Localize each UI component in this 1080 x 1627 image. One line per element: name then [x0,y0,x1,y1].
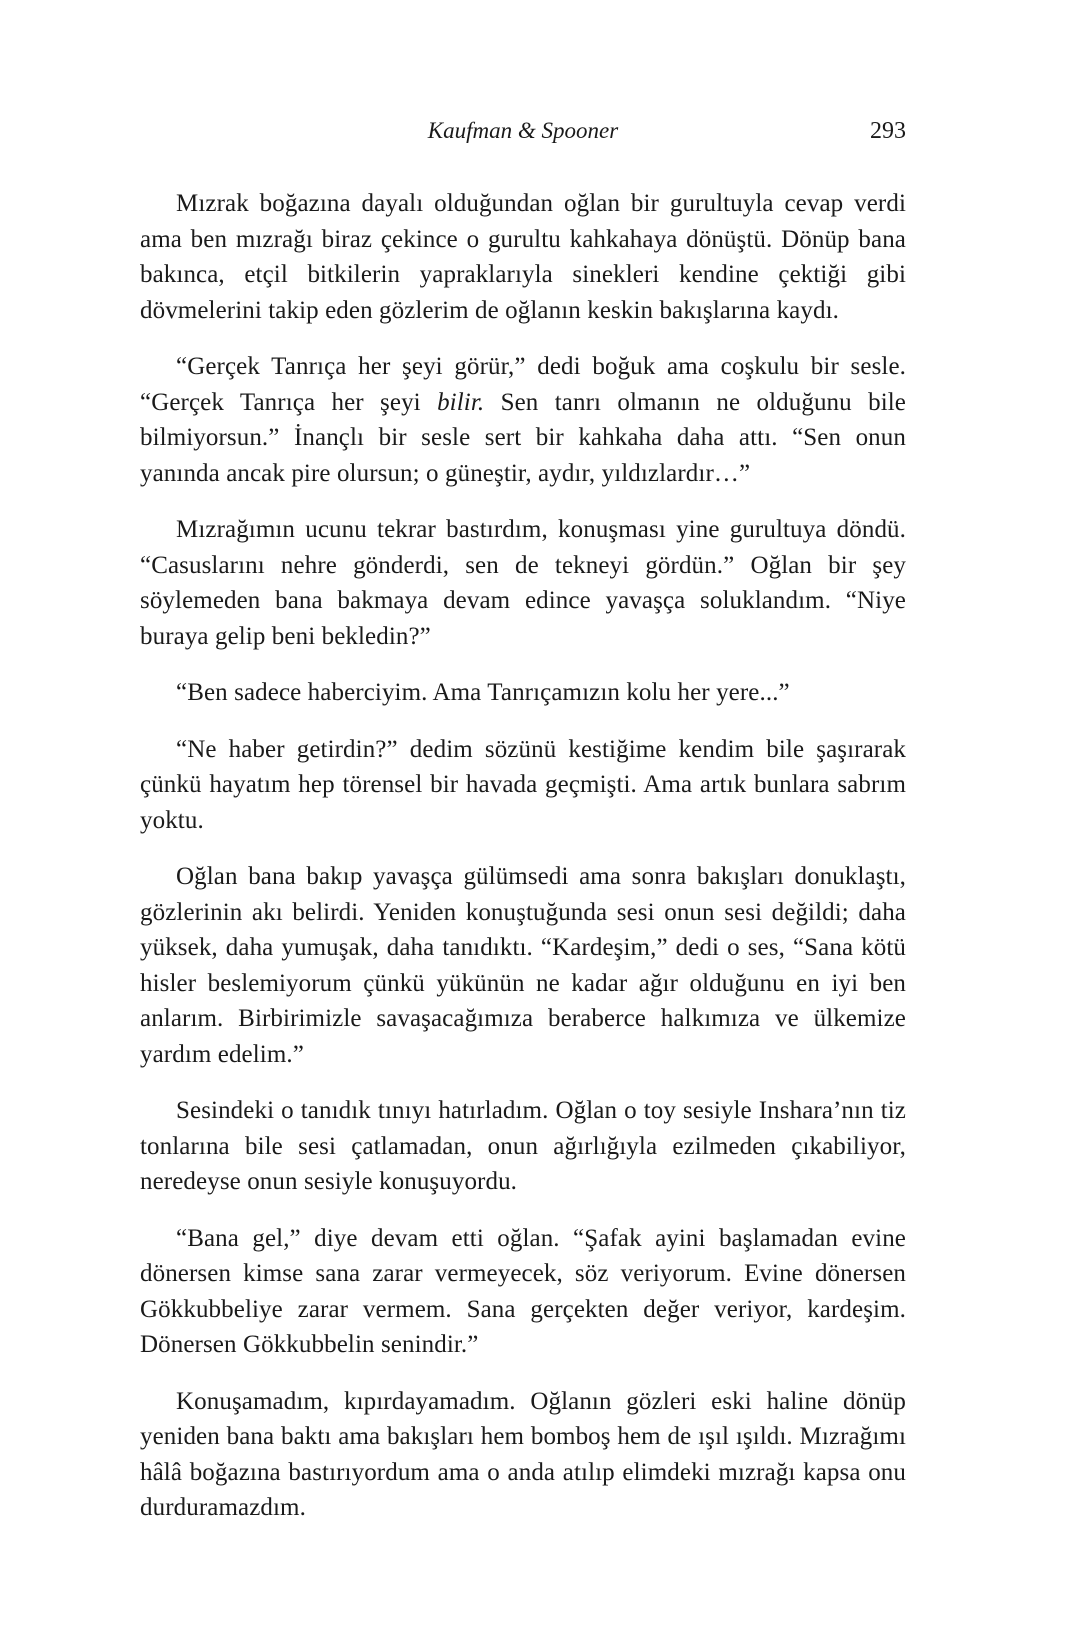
paragraph: “Ne haber getirdin?” dedim sözünü kestiğime kendim bile şaşırarak çünkü hayatım hep törensel bir havada geçmişti. Ama artık bunlara sabrım yoktu. [140,735,906,834]
paragraph: Mızrağımın ucunu tekrar bastırdım, konuşması yine gurultuya döndü. “Casuslarını nehre gönderdi, sen de tekneyi gördün.” Oğlan bir şey söylemeden bana bakmaya devam edince yavaşça soluklandım. “Niye buraya gelip beni bekledin?” [140,516,906,650]
paragraph: Mızrak boğazına dayalı olduğundan oğlan bir gurultuyla cevap verdi ama ben mızrağı biraz çekince o gurultu kahkahaya dönüştü. Dönüp bana bakınca, etçil bitkilerin yapraklarıyla sinekleri kendine çektiği gibi dövmelerini takip eden gözlerim de oğlanın keskin bakışlarına kaydı. [140,190,906,324]
body-text [140,186,906,1547]
paragraph: Oğlan bana bakıp yavaşça gülümsedi ama sonra bakışları donuklaştı, gözlerinin akı belirdi. Yeniden konuştuğunda sesi onun sesi değildi; daha yüksek, daha yumuşak, daha tanıdıktı. “Kardeşim,” dedi o ses, “Sana kötü hisler beslemiyorum çünkü yükünün ne kadar ağır olduğunu en iyi ben anlarım. Birbirimizle savaşacağımıza beraberce halkımıza ve ülkemize yardım edelim.” [140,863,906,1068]
paragraph [140,349,906,491]
emphasis-text: bilir. [437,388,485,416]
paragraph-text: Sen tanrı olmanın ne olduğunu bile bilmiyorsun.” İnançlı bir sesle sert bir kahkaha daha attı. “Sen onun yanında ancak pire olursun; o güneştir, aydır, yıldızlardır…” [140,388,906,487]
paragraph: Sesindeki o tanıdık tınıyı hatırladım. Oğlan o toy sesiyle Inshara’nın tiz tonlarına bile sesi çatlamadan, onun ağırlığıyla ezilmeden çıkabiliyor, neredeyse onun sesiyle konuşuyordu. [140,1097,906,1195]
paragraph-text: “Gerçek Tanrıça her şeyi görür,” dedi boğuk ama coşkulu bir sesle. “Gerçek Tanrıça her şeyi [140,353,906,416]
page-number: 293 [870,118,906,144]
running-head [140,116,906,156]
paragraph: “Bana gel,” diye devam etti oğlan. “Şafak ayini başlamadan evine dönersen kimse sana zarar vermeyecek, söz veriyorum. Evine dönersen Gökkubbeliye zarar vermem. Sana gerçekten değer veriyor, kardeşim. Dönersen Gökkubbelin senindir.” [140,1224,906,1358]
running-title: Kaufman & Spooner [427,118,619,143]
paragraph: Konuşamadım, kıpırdayamadım. Oğlanın gözleri eski haline dönüp yeniden bana baktı ama bakışları hem bomboş hem de ışıl ışıldı. Mızrağımı hâlâ boğazına bastırıyordum ama o anda atılıp elimdeki mızrağı kapsa onu durduramazdım. [140,1387,906,1521]
paragraph: “Ben sadece haberciyim. Ama Tanrıçamızın kolu her yere...” [176,679,790,706]
